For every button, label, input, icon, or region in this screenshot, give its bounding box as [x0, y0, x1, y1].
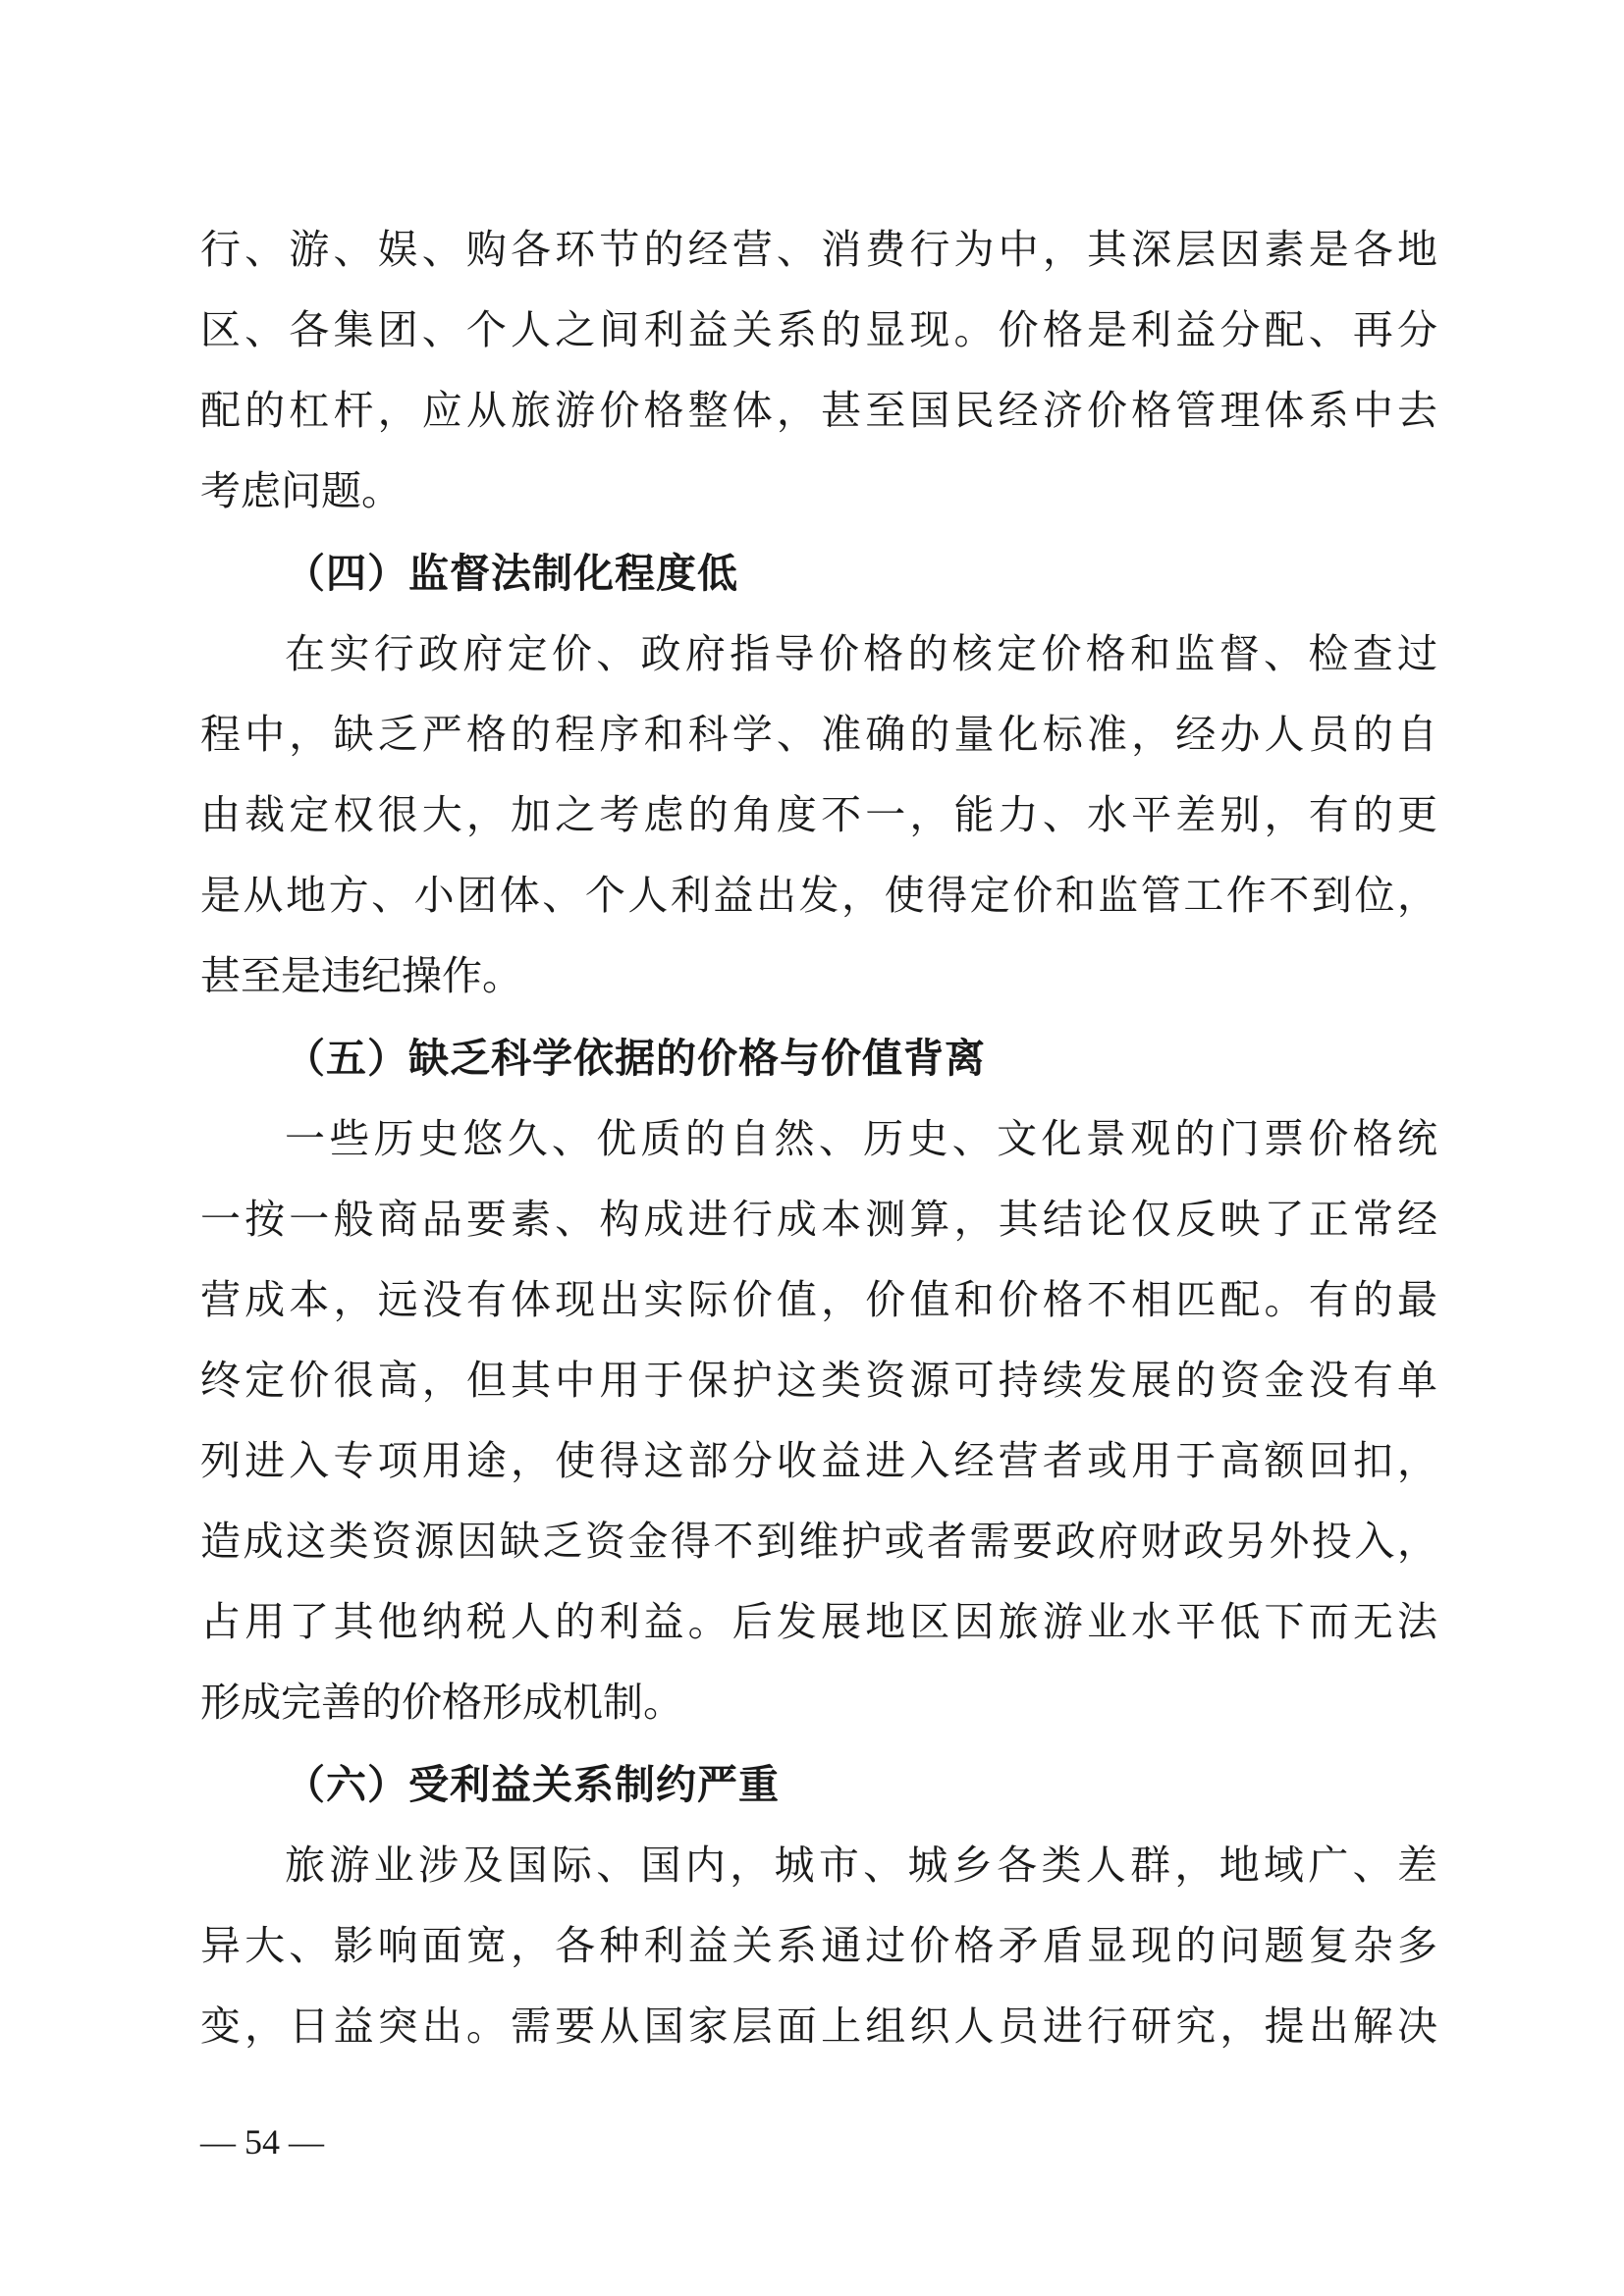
body-text-line: 由裁定权很大，加之考虑的角度不一，能力、水平差别，有的更 — [200, 791, 1437, 838]
body-text-line: 考虑问题。 — [200, 467, 402, 514]
body-text-line: 甚至是违纪操作。 — [200, 952, 522, 999]
section-heading: （五）缺乏科学依据的价格与价值背离 — [285, 1035, 986, 1082]
body-text-line: 变，日益突出。需要从国家层面上组织人员进行研究，提出解决 — [200, 2002, 1437, 2050]
body-text-line: 一些历史悠久、优质的自然、历史、文化景观的门票价格统 — [285, 1115, 1437, 1162]
body-text-line: 一按一般商品要素、构成进行成本测算，其结论仅反映了正常经 — [200, 1196, 1437, 1243]
body-text-line: 造成这类资源因缺乏资金得不到维护或者需要政府财政另外投入， — [200, 1518, 1437, 1565]
body-text-line: 异大、影响面宽，各种利益关系通过价格矛盾显现的问题复杂多 — [200, 1922, 1437, 1969]
section-heading: （四）监督法制化程度低 — [285, 550, 738, 597]
body-text-line: 配的杠杆，应从旅游价格整体，甚至国民经济价格管理体系中去 — [200, 387, 1437, 434]
body-text-line: 行、游、娱、购各环节的经营、消费行为中，其深层因素是各地 — [200, 226, 1437, 273]
page-number: — 54 — — [200, 2122, 324, 2162]
body-text-line: 在实行政府定价、政府指导价格的核定价格和监督、检查过 — [285, 630, 1437, 677]
body-text-line: 营成本，远没有体现出实际价值，价值和价格不相匹配。有的最 — [200, 1276, 1437, 1323]
body-text-line: 旅游业涉及国际、国内，城市、城乡各类人群，地域广、差 — [285, 1842, 1437, 1889]
body-text-line: 形成完善的价格形成机制。 — [200, 1679, 683, 1726]
body-text-line: 列进入专项用途，使得这部分收益进入经营者或用于高额回扣， — [200, 1437, 1437, 1484]
section-heading: （六）受利益关系制约严重 — [285, 1761, 780, 1808]
body-text-line: 占用了其他纳税人的利益。后发展地区因旅游业水平低下而无法 — [200, 1598, 1437, 1645]
body-text-line: 程中，缺乏严格的程序和科学、准确的量化标准，经办人员的自 — [200, 711, 1437, 758]
body-text-line: 终定价很高，但其中用于保护这类资源可持续发展的资金没有单 — [200, 1357, 1437, 1404]
body-text-line: 是从地方、小团体、个人利益出发，使得定价和监管工作不到位， — [200, 872, 1437, 919]
body-text-line: 区、各集团、个人之间利益关系的显现。价格是利益分配、再分 — [200, 306, 1437, 353]
